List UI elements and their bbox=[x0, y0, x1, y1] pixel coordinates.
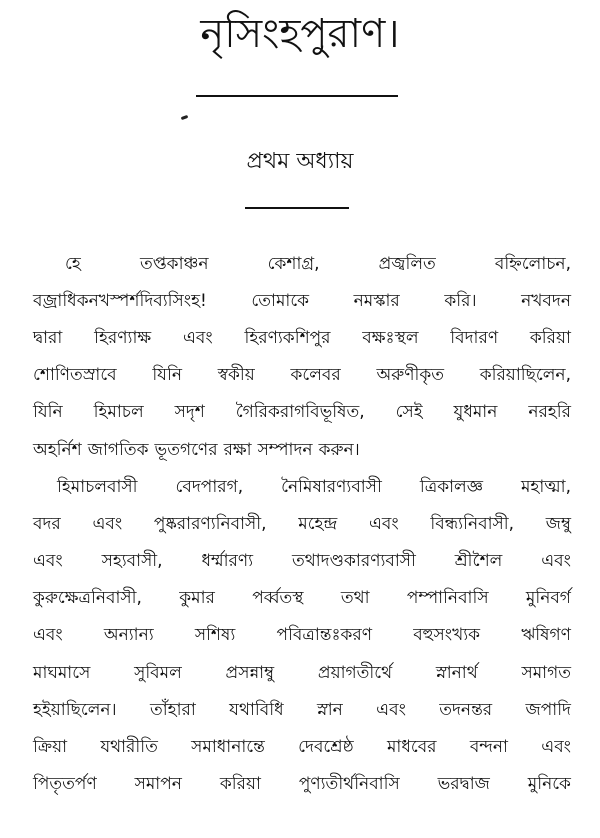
word: রক্ষা bbox=[223, 439, 252, 460]
text-line bbox=[33, 506, 571, 543]
chapter-divider bbox=[245, 207, 349, 209]
word: পর্ব্বতস্থ bbox=[252, 588, 304, 609]
word: বজ্রাধিকনখস্পর্শদিব্যসিংহ! bbox=[33, 290, 207, 311]
word: অন্যান্য bbox=[103, 625, 154, 646]
word: কলেবর bbox=[290, 365, 341, 386]
text-line bbox=[33, 432, 571, 469]
text-line bbox=[33, 283, 571, 320]
word: মহাত্মা, bbox=[520, 476, 571, 497]
text-line bbox=[33, 320, 571, 357]
word: বন্দনা bbox=[469, 737, 508, 758]
text-line bbox=[33, 544, 571, 581]
word: হইয়াছিলেন। bbox=[33, 699, 117, 720]
text-line bbox=[33, 358, 571, 395]
word: জম্বু bbox=[545, 513, 571, 534]
word: হিমাচল bbox=[93, 402, 144, 423]
title-divider bbox=[196, 95, 398, 97]
word: কুরুক্ষেত্রনিবাসী, bbox=[33, 588, 142, 609]
word: নৈমিষারণ্যবাসী bbox=[281, 476, 382, 497]
word: এবং bbox=[182, 327, 213, 348]
print-speck bbox=[181, 115, 189, 120]
word: প্রয়াগতীর্থে bbox=[317, 662, 393, 683]
word: ক্রিয়া bbox=[33, 737, 68, 758]
word: তপ্তকাঞ্চন bbox=[139, 253, 209, 274]
word: তদনন্তর bbox=[439, 699, 493, 720]
word: ঋষিগণ bbox=[521, 625, 571, 646]
word: বহুসংখ্যক bbox=[413, 625, 481, 646]
word: পবিত্রান্তঃকরণ bbox=[276, 625, 373, 646]
text-line bbox=[33, 581, 571, 618]
word: পম্পানিবাসি bbox=[406, 588, 489, 609]
word: হিমাচলবাসী bbox=[57, 476, 138, 497]
word: মহেন্দ্র bbox=[298, 513, 338, 534]
word: নখবদন bbox=[521, 290, 571, 311]
word: শ্রীশৈল bbox=[454, 551, 503, 572]
word: হিরণ্যাক্ষ bbox=[94, 327, 152, 348]
word: অরুণীকৃত bbox=[376, 365, 444, 386]
word: এবং bbox=[376, 699, 406, 720]
word: প্রসন্নাম্বু bbox=[225, 662, 275, 683]
word: এবং bbox=[33, 551, 63, 572]
word: সমাধানান্তে bbox=[191, 737, 265, 758]
word: পুষ্করারণ্যনিবাসী, bbox=[153, 513, 267, 534]
text-line bbox=[33, 246, 571, 283]
word: দেবশ্রেষ্ঠ bbox=[298, 737, 354, 758]
word: স্নানার্থ bbox=[435, 662, 478, 683]
text-line bbox=[33, 729, 571, 766]
word: ত্রিকালজ্ঞ bbox=[419, 476, 483, 497]
word: যিনি bbox=[152, 365, 182, 386]
word: ভরদ্বাজ bbox=[437, 774, 490, 795]
word: ভূতগণের bbox=[154, 439, 218, 460]
word: করিয়া bbox=[529, 327, 571, 348]
word: নরহরি bbox=[528, 402, 571, 423]
text-line bbox=[33, 618, 571, 655]
word: হে bbox=[65, 253, 81, 274]
word: মুনিকে bbox=[527, 774, 571, 795]
word: গৈরিকরাগবিভূষিত, bbox=[235, 402, 365, 423]
word: সুবিমল bbox=[134, 662, 182, 683]
word: তোমাকে bbox=[251, 290, 310, 311]
word: বিন্ধ্যনিবাসী, bbox=[430, 513, 515, 534]
word: সমাপন bbox=[134, 774, 182, 795]
word: এবং bbox=[368, 513, 399, 534]
word: মুনিবর্গ bbox=[525, 588, 571, 609]
word: সহ্যবাসী, bbox=[101, 551, 163, 572]
word: তথাদণ্ডকারণ্যবাসী bbox=[291, 551, 416, 572]
text-line bbox=[33, 395, 571, 432]
text-line bbox=[33, 655, 571, 692]
word: জপাদি bbox=[525, 699, 571, 720]
word: যিনি bbox=[33, 402, 63, 423]
word: এবং bbox=[33, 625, 63, 646]
word: যথারীতি bbox=[100, 737, 158, 758]
text-line bbox=[33, 692, 571, 729]
word: ধর্ম্মারণ্য bbox=[201, 551, 254, 572]
word: তথা bbox=[340, 588, 370, 609]
text-line bbox=[33, 469, 571, 506]
word: হিরণ্যকশিপুর bbox=[244, 327, 331, 348]
word: সশিষ্য bbox=[194, 625, 236, 646]
word: করিয়া bbox=[219, 774, 261, 795]
word: যুধমান bbox=[453, 402, 498, 423]
word: সমাগত bbox=[521, 662, 571, 683]
word: কেশাগ্র, bbox=[267, 253, 320, 274]
word: দ্বারা bbox=[33, 327, 63, 348]
word: বহ্নিলোচন, bbox=[494, 253, 571, 274]
word: কুমার bbox=[179, 588, 215, 609]
word: বদর bbox=[33, 513, 61, 534]
word: সম্পাদন bbox=[257, 439, 313, 460]
word: জাগতিক bbox=[87, 439, 149, 460]
word: তাঁহারা bbox=[149, 699, 196, 720]
word: করুন। bbox=[318, 439, 360, 460]
word: যথাবিধি bbox=[229, 699, 284, 720]
word: এবং bbox=[541, 551, 571, 572]
word: সেই bbox=[395, 402, 423, 423]
word: নমস্কার bbox=[353, 290, 400, 311]
word: এবং bbox=[92, 513, 123, 534]
word: বক্ষঃস্থল bbox=[362, 327, 419, 348]
word: স্বকীয় bbox=[217, 365, 255, 386]
chapter-title: প্রথম অধ্যায় bbox=[246, 149, 354, 174]
body-text bbox=[33, 246, 571, 804]
word: করি। bbox=[444, 290, 477, 311]
word: প্রজ্বলিত bbox=[378, 253, 436, 274]
word: এবং bbox=[541, 737, 571, 758]
word: মাঘমাসে bbox=[33, 662, 91, 683]
word: পুণ্যতীর্থনিবাসি bbox=[298, 774, 400, 795]
word: শোণিতস্রাবে bbox=[33, 365, 117, 386]
word: বিদারণ bbox=[450, 327, 499, 348]
word: মাধবের bbox=[386, 737, 437, 758]
word: করিয়াছিলেন, bbox=[479, 365, 571, 386]
text-line bbox=[33, 767, 571, 804]
book-title: নৃসিংহপুরাণ। bbox=[200, 11, 400, 57]
word: স্নান bbox=[316, 699, 343, 720]
word: বেদপারগ, bbox=[175, 476, 244, 497]
word: অহর্নিশ bbox=[33, 439, 82, 460]
word: সদৃশ bbox=[174, 402, 205, 423]
word: পিতৃতর্পণ bbox=[33, 774, 97, 795]
